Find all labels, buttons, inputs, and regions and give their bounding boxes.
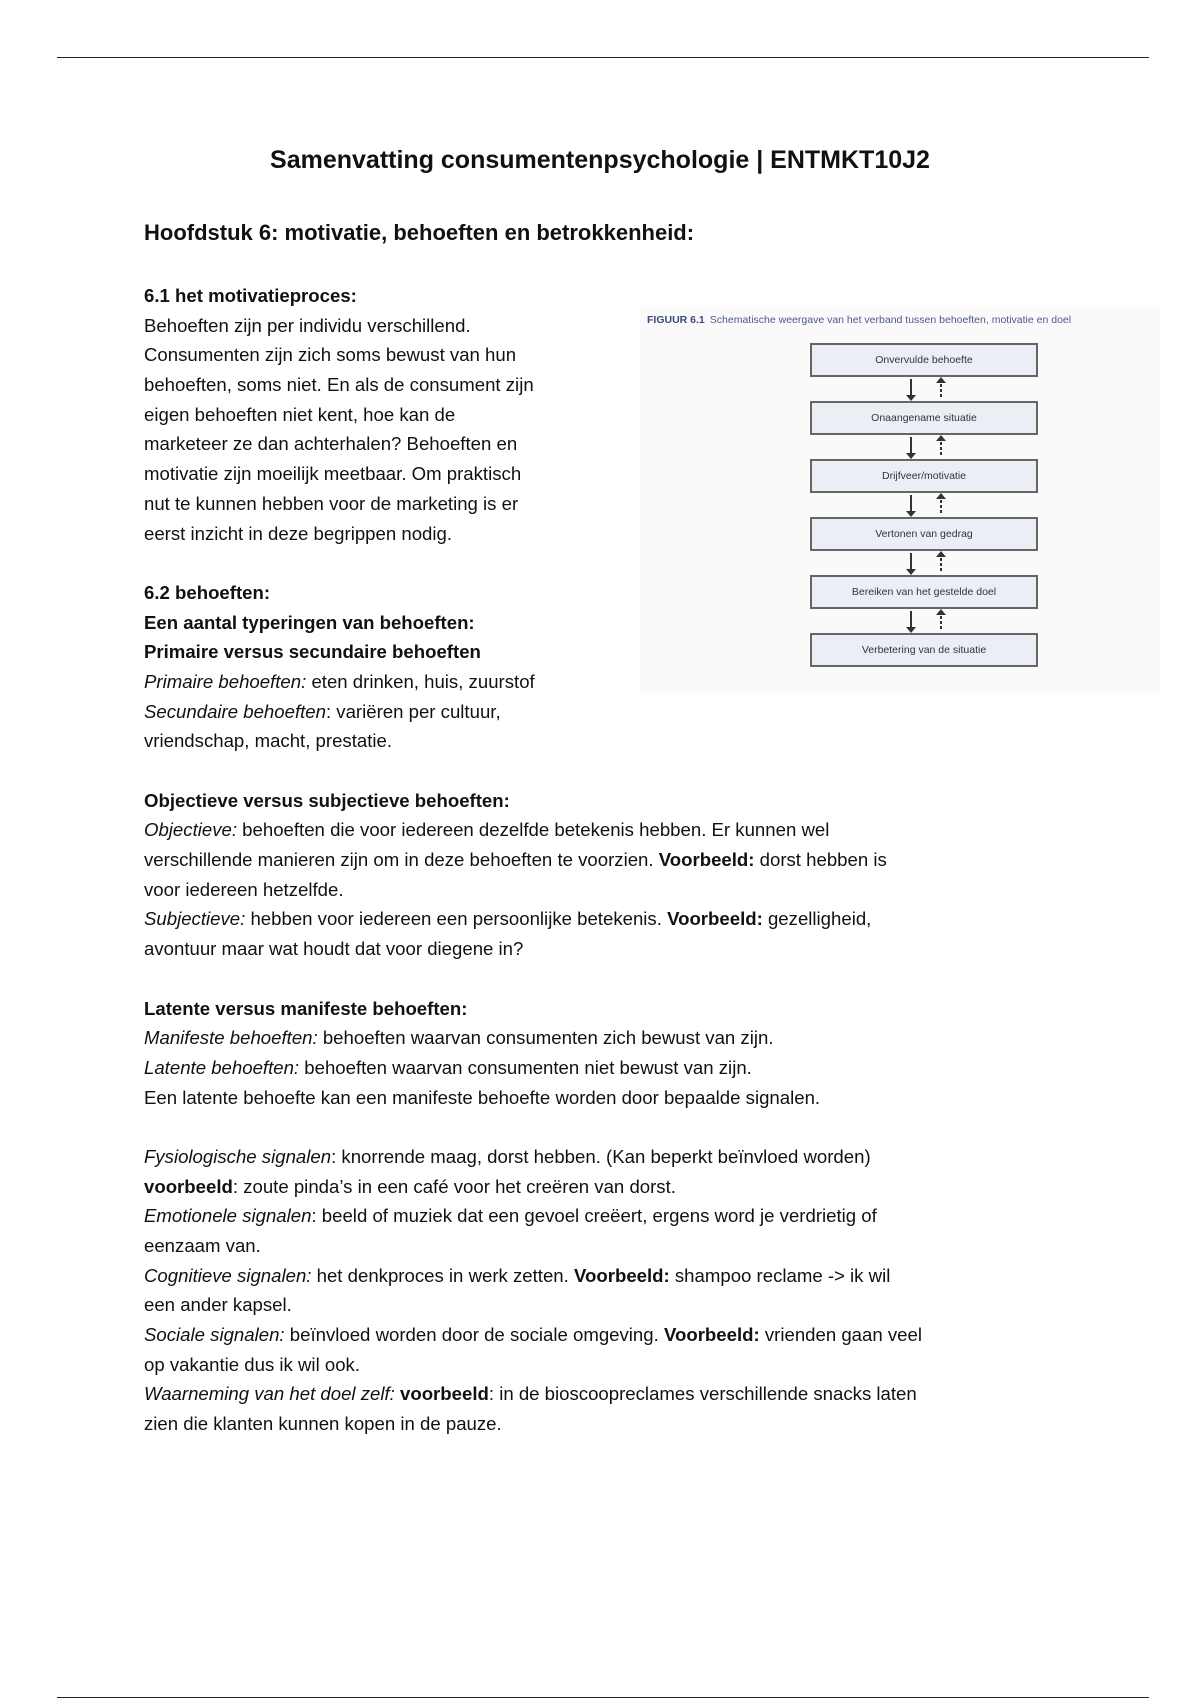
text: voor iedereen hetzelfde. bbox=[144, 878, 344, 900]
bold-text: voorbeeld bbox=[144, 1175, 233, 1197]
arrow-up-dashed-icon bbox=[940, 611, 942, 631]
text: zien die klanten kunnen kopen in de pauze. bbox=[144, 1413, 502, 1435]
text: behoeften waarvan consumenten zich bewust van zijn. bbox=[317, 1027, 774, 1049]
chapter-heading: Hoofdstuk 6: motivatie, behoeften en betrokkenheid: bbox=[144, 220, 695, 245]
text-line bbox=[144, 1201, 922, 1231]
arrow-down-icon bbox=[910, 437, 912, 457]
text-line bbox=[144, 845, 922, 875]
bold-text: Voorbeeld: bbox=[658, 849, 755, 871]
text: vriendschap, macht, prestatie. bbox=[144, 730, 393, 752]
text-line bbox=[144, 964, 922, 994]
italic-text: Waarneming van het doel zelf: bbox=[144, 1383, 395, 1405]
figure-caption-text: Schematische weergave van het verband tussen behoeften, motivatie en doel bbox=[709, 314, 1072, 326]
bold-text: 6.1 het motivatieproces: bbox=[144, 285, 357, 306]
text-line bbox=[144, 786, 922, 816]
flow-box: Onaangename situatie bbox=[810, 401, 1038, 435]
text: behoeften, soms niet. En als de consument zijn bbox=[144, 374, 534, 396]
bold-text: Voorbeeld: bbox=[663, 1324, 760, 1346]
arrow-down-icon bbox=[910, 379, 912, 399]
text-line bbox=[144, 756, 922, 786]
bold-text: Voorbeeld: bbox=[667, 908, 763, 930]
header-rule bbox=[57, 57, 1149, 58]
italic-text: Primaire behoeften: bbox=[144, 670, 307, 692]
italic-text: Emotionele signalen bbox=[144, 1205, 312, 1227]
arrow-up-dashed-icon bbox=[940, 379, 942, 399]
text: een ander kapsel. bbox=[144, 1294, 292, 1316]
text: : variëren per cultuur, bbox=[325, 700, 501, 722]
text: shampoo reclame -> ik wil bbox=[669, 1264, 891, 1286]
text: gezelligheid, bbox=[762, 908, 872, 930]
text: op vakantie dus ik wil ook. bbox=[144, 1353, 361, 1375]
text-line bbox=[144, 697, 922, 727]
italic-text: Subjectieve: bbox=[144, 908, 246, 930]
figure-caption bbox=[647, 314, 1071, 326]
figure-label: FIGUUR 6.1 bbox=[647, 314, 705, 326]
text: : knorrende maag, dorst hebben. (Kan beperkt beïnvloed worden) bbox=[331, 1145, 871, 1167]
arrow-up-dashed-icon bbox=[940, 553, 942, 573]
text-line bbox=[144, 726, 922, 756]
text: eerst inzicht in deze begrippen nodig. bbox=[144, 522, 453, 544]
arrow-down-icon bbox=[910, 495, 912, 515]
text-line bbox=[144, 1290, 922, 1320]
figure-motivation-process bbox=[640, 305, 1160, 695]
text: verschillende manieren zijn om in deze behoeften te voorzien. bbox=[144, 849, 659, 871]
italic-text: Manifeste behoeften: bbox=[144, 1027, 318, 1049]
text-line bbox=[144, 1172, 922, 1202]
text-line bbox=[144, 1320, 922, 1350]
text: eten drinken, huis, zuurstof bbox=[306, 670, 535, 692]
text-line bbox=[144, 1142, 922, 1172]
text: avontuur maar wat houdt dat voor diegene in? bbox=[144, 938, 524, 960]
text-line bbox=[144, 815, 922, 845]
text: behoeften die voor iedereen dezelfde betekenis hebben. Er kunnen wel bbox=[237, 819, 830, 841]
text: marketeer ze dan achterhalen? Behoeften en bbox=[144, 433, 518, 455]
bold-text: Objectieve versus subjectieve behoeften: bbox=[144, 789, 510, 811]
flow-box: Bereiken van het gestelde doel bbox=[810, 575, 1038, 609]
flow-box: Onvervulde behoefte bbox=[810, 343, 1038, 377]
arrow-down-icon bbox=[910, 553, 912, 573]
bold-text: Latente versus manifeste behoeften: bbox=[144, 997, 468, 1019]
text-line bbox=[144, 1053, 922, 1083]
text: behoeften waarvan consumenten niet bewust van zijn. bbox=[299, 1056, 752, 1078]
text: motivatie zijn moeilijk meetbaar. Om praktisch bbox=[144, 463, 522, 485]
footer-rule bbox=[57, 1697, 1149, 1698]
document-title: Samenvatting consumentenpsychologie | ENTMKT10J2 bbox=[270, 146, 930, 174]
text: : zoute pinda’s in een café voor het creëren van dorst. bbox=[232, 1175, 676, 1197]
text: : in de bioscoopreclames verschillende snacks laten bbox=[488, 1383, 917, 1405]
text: dorst hebben is bbox=[754, 849, 887, 871]
text-line bbox=[144, 1112, 922, 1142]
italic-text: Cognitieve signalen: bbox=[144, 1264, 312, 1286]
text: vrienden gaan veel bbox=[759, 1324, 922, 1346]
arrow-up-dashed-icon bbox=[940, 495, 942, 515]
flow-box: Verbetering van de situatie bbox=[810, 633, 1038, 667]
bold-text: 6.2 behoeften: bbox=[144, 581, 271, 603]
text: eigen behoeften niet kent, hoe kan de bbox=[144, 403, 456, 425]
text-line bbox=[144, 875, 922, 905]
text-line bbox=[144, 1083, 922, 1113]
flow-box: Drijfveer/motivatie bbox=[810, 459, 1038, 493]
italic-text: Latente behoeften: bbox=[144, 1056, 300, 1078]
text-line bbox=[144, 904, 922, 934]
text: hebben voor iedereen een persoonlijke betekenis. bbox=[245, 908, 668, 930]
text-line bbox=[144, 1261, 922, 1291]
text: : beeld of muziek dat een gevoel creëert, ergens word je verdrietig of bbox=[311, 1205, 877, 1227]
text: Consumenten zijn zich soms bewust van hun bbox=[144, 344, 517, 366]
italic-text: Fysiologische signalen bbox=[144, 1145, 332, 1167]
italic-text: Sociale signalen: bbox=[144, 1324, 285, 1346]
text-line bbox=[144, 1350, 922, 1380]
text-line bbox=[144, 994, 922, 1024]
text-line bbox=[144, 1409, 922, 1439]
text: het denkproces in werk zetten. bbox=[311, 1264, 574, 1286]
arrow-down-icon bbox=[910, 611, 912, 631]
text-line bbox=[144, 1379, 922, 1409]
text-line bbox=[144, 1231, 922, 1261]
text: Behoeften zijn per individu verschillend. bbox=[144, 314, 471, 336]
bold-text: Primaire versus secundaire behoeften bbox=[144, 641, 481, 663]
text-line bbox=[144, 934, 922, 964]
italic-text: Objectieve: bbox=[144, 819, 238, 841]
bold-text: voorbeeld bbox=[400, 1383, 489, 1405]
italic-text: Secundaire behoeften bbox=[144, 700, 326, 722]
text: nut te kunnen hebben voor de marketing is er bbox=[144, 492, 519, 514]
text: Een latente behoefte kan een manifeste behoefte worden door bepaalde signalen. bbox=[144, 1086, 821, 1108]
flow-box: Vertonen van gedrag bbox=[810, 517, 1038, 551]
arrow-up-dashed-icon bbox=[940, 437, 942, 457]
text-line bbox=[144, 1023, 922, 1053]
bold-text: Voorbeeld: bbox=[573, 1264, 670, 1286]
text: eenzaam van. bbox=[144, 1235, 261, 1256]
bold-text: Een aantal typeringen van behoeften: bbox=[144, 611, 475, 633]
text: beïnvloed worden door de sociale omgeving. bbox=[284, 1324, 664, 1346]
